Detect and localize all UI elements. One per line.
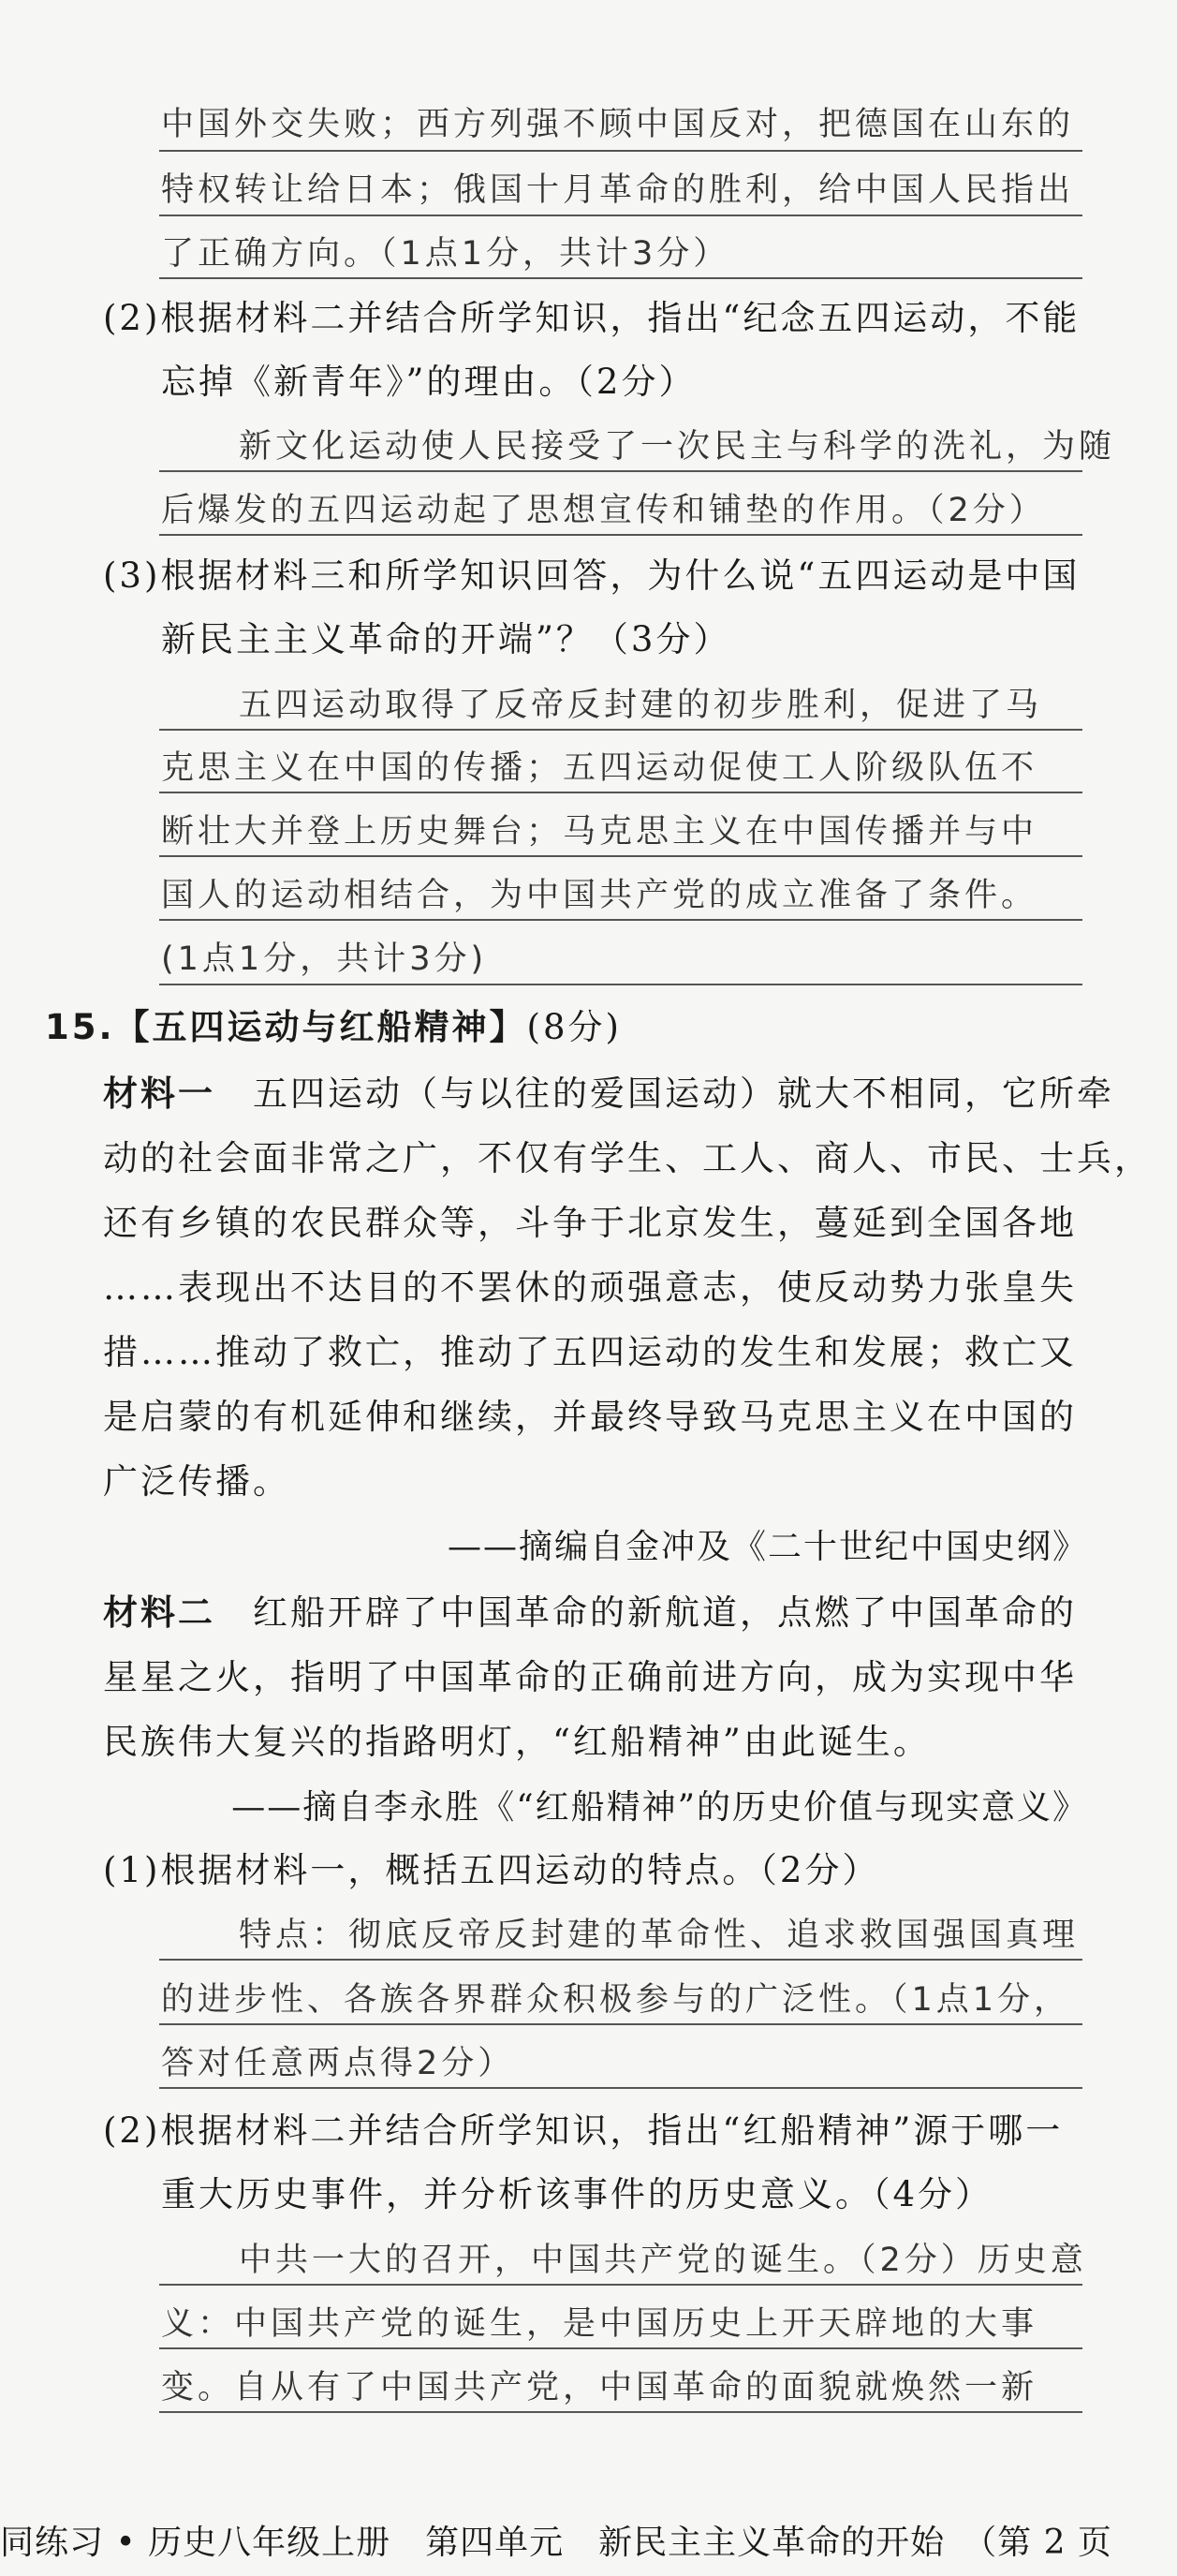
answer-line: 了正确方向。（1点1分，共计3分）: [161, 235, 730, 273]
sub-question-1-line: (1)根据材料一，概括五四运动的特点。（2分）: [103, 1850, 880, 1890]
question-2-line: 忘掉《新青年》”的理由。（2分）: [161, 362, 697, 402]
page-footer: 同练习 • 历史八年级上册 第四单元 新民主主义革命的开始 （第 2 页: [0, 2524, 1112, 2562]
answer-line: 克思主义在中国的传播；五四运动促使工人阶级队伍不: [161, 749, 1038, 787]
answer-line: 义：中国共产党的诞生，是中国历史上开天辟地的大事: [161, 2305, 1038, 2343]
material-1-line: 动的社会面非常之广，不仅有学生、工人、商人、市民、士兵，: [103, 1138, 1152, 1178]
answer-underline: [159, 470, 1082, 472]
question-3-line: (3)根据材料三和所学知识回答，为什么说“五四运动是中国: [103, 555, 1081, 596]
material-1-text: 五四运动（与以往的爱国运动）就大不相同，它所牵: [253, 1073, 1114, 1114]
material-2-line: [103, 1590, 1077, 1636]
answer-underline: [159, 2087, 1082, 2089]
answer-line: 特权转让给日本；俄国十月革命的胜利，给中国人民指出: [161, 171, 1075, 209]
material-2-line: 星星之火，指明了中国革命的正确前进方向，成为实现中华: [103, 1657, 1077, 1697]
material-1-line: 还有乡镇的农民群众等，斗争于北京发生，蔓延到全国各地: [103, 1203, 1077, 1243]
answer-line: 的进步性、各族各界群众积极参与的广泛性。（1点1分，: [161, 1981, 1071, 2019]
material-2-line: 民族伟大复兴的指路明灯，“红船精神”由此诞生。: [103, 1722, 931, 1762]
material-2-text: 红船开辟了中国革命的新航道，点燃了中国革命的: [253, 1592, 1077, 1633]
material-1-line: 措……推动了救亡，推动了五四运动的发生和发展；救亡又: [103, 1332, 1077, 1372]
sub-question-2-line: 重大历史事件，并分析该事件的历史意义。（4分）: [161, 2174, 993, 2214]
material-1-line: 是启蒙的有机延伸和继续，并最终导致马克思主义在中国的: [103, 1397, 1077, 1437]
answer-line: 中国外交失败；西方列强不顾中国反对，把德国在山东的: [161, 106, 1075, 143]
answer-underline: [159, 984, 1082, 985]
sub-question-2-line: (2)根据材料二并结合所学知识，指出“红船精神”源于哪一: [103, 2110, 1064, 2151]
answer-line: 国人的运动相结合，为中国共产党的成立准备了条件。: [161, 877, 1038, 914]
material-2-source: ——摘自李永胜《“红船精神”的历史价值与现实意义》: [231, 1788, 1088, 1827]
material-1-line: 广泛传播。: [103, 1461, 290, 1502]
question-title: 【五四运动与红船精神】: [114, 1007, 527, 1047]
answer-line: (1点1分，共计3分): [161, 940, 488, 978]
material-1-label: 材料一: [103, 1073, 215, 1114]
answer-line: 特点：彻底反帝反封建的革命性、追求救国强国真理: [239, 1917, 1080, 1954]
answer-line: 中共一大的召开，中国共产党的诞生。（2分）历史意: [239, 2242, 1087, 2279]
question-score: (8分): [526, 1007, 622, 1047]
answer-line: 后爆发的五四运动起了思想宣传和铺垫的作用。（2分）: [161, 492, 1046, 529]
answer-underline: [159, 2023, 1082, 2025]
question-number: 15.: [45, 1007, 115, 1047]
answer-underline: [159, 855, 1082, 857]
answer-line: 变。自从有了中国共产党，中国革命的面貌就焕然一新: [161, 2369, 1038, 2406]
answer-line: 答对任意两点得2分）: [161, 2045, 515, 2082]
material-1-line: ……表现出不达目的不罢休的顽强意志，使反动势力张皇失: [103, 1267, 1077, 1308]
answer-underline: [159, 2411, 1082, 2413]
answer-line: 新文化运动使人民接受了一次民主与科学的洗礼，为随: [239, 428, 1116, 466]
answer-line: 断壮大并登上历史舞台；马克思主义在中国传播并与中: [161, 813, 1038, 851]
answer-underline: [159, 919, 1082, 921]
material-2-label: 材料二: [103, 1592, 215, 1633]
question-2-line: (2)根据材料二并结合所学知识，指出“纪念五四运动，不能: [103, 298, 1081, 338]
answer-underline: [159, 277, 1082, 279]
answer-underline: [159, 729, 1082, 731]
question-3-line: 新民主主义革命的开端”？（3分）: [161, 619, 731, 659]
answer-underline: [159, 1959, 1082, 1961]
answer-line: 五四运动取得了反帝反封建的初步胜利，促进了马: [239, 687, 1043, 724]
answer-underline: [159, 534, 1082, 536]
answer-underline: [159, 2347, 1082, 2349]
answer-underline: [159, 150, 1082, 152]
material-1-source: ——摘编自金冲及《二十世纪中国史纲》: [447, 1528, 1088, 1566]
answer-underline: [159, 215, 1082, 216]
question-15-heading: [45, 1004, 622, 1051]
answer-underline: [159, 2284, 1082, 2286]
material-1-line: [103, 1071, 1114, 1118]
answer-underline: [159, 792, 1082, 793]
